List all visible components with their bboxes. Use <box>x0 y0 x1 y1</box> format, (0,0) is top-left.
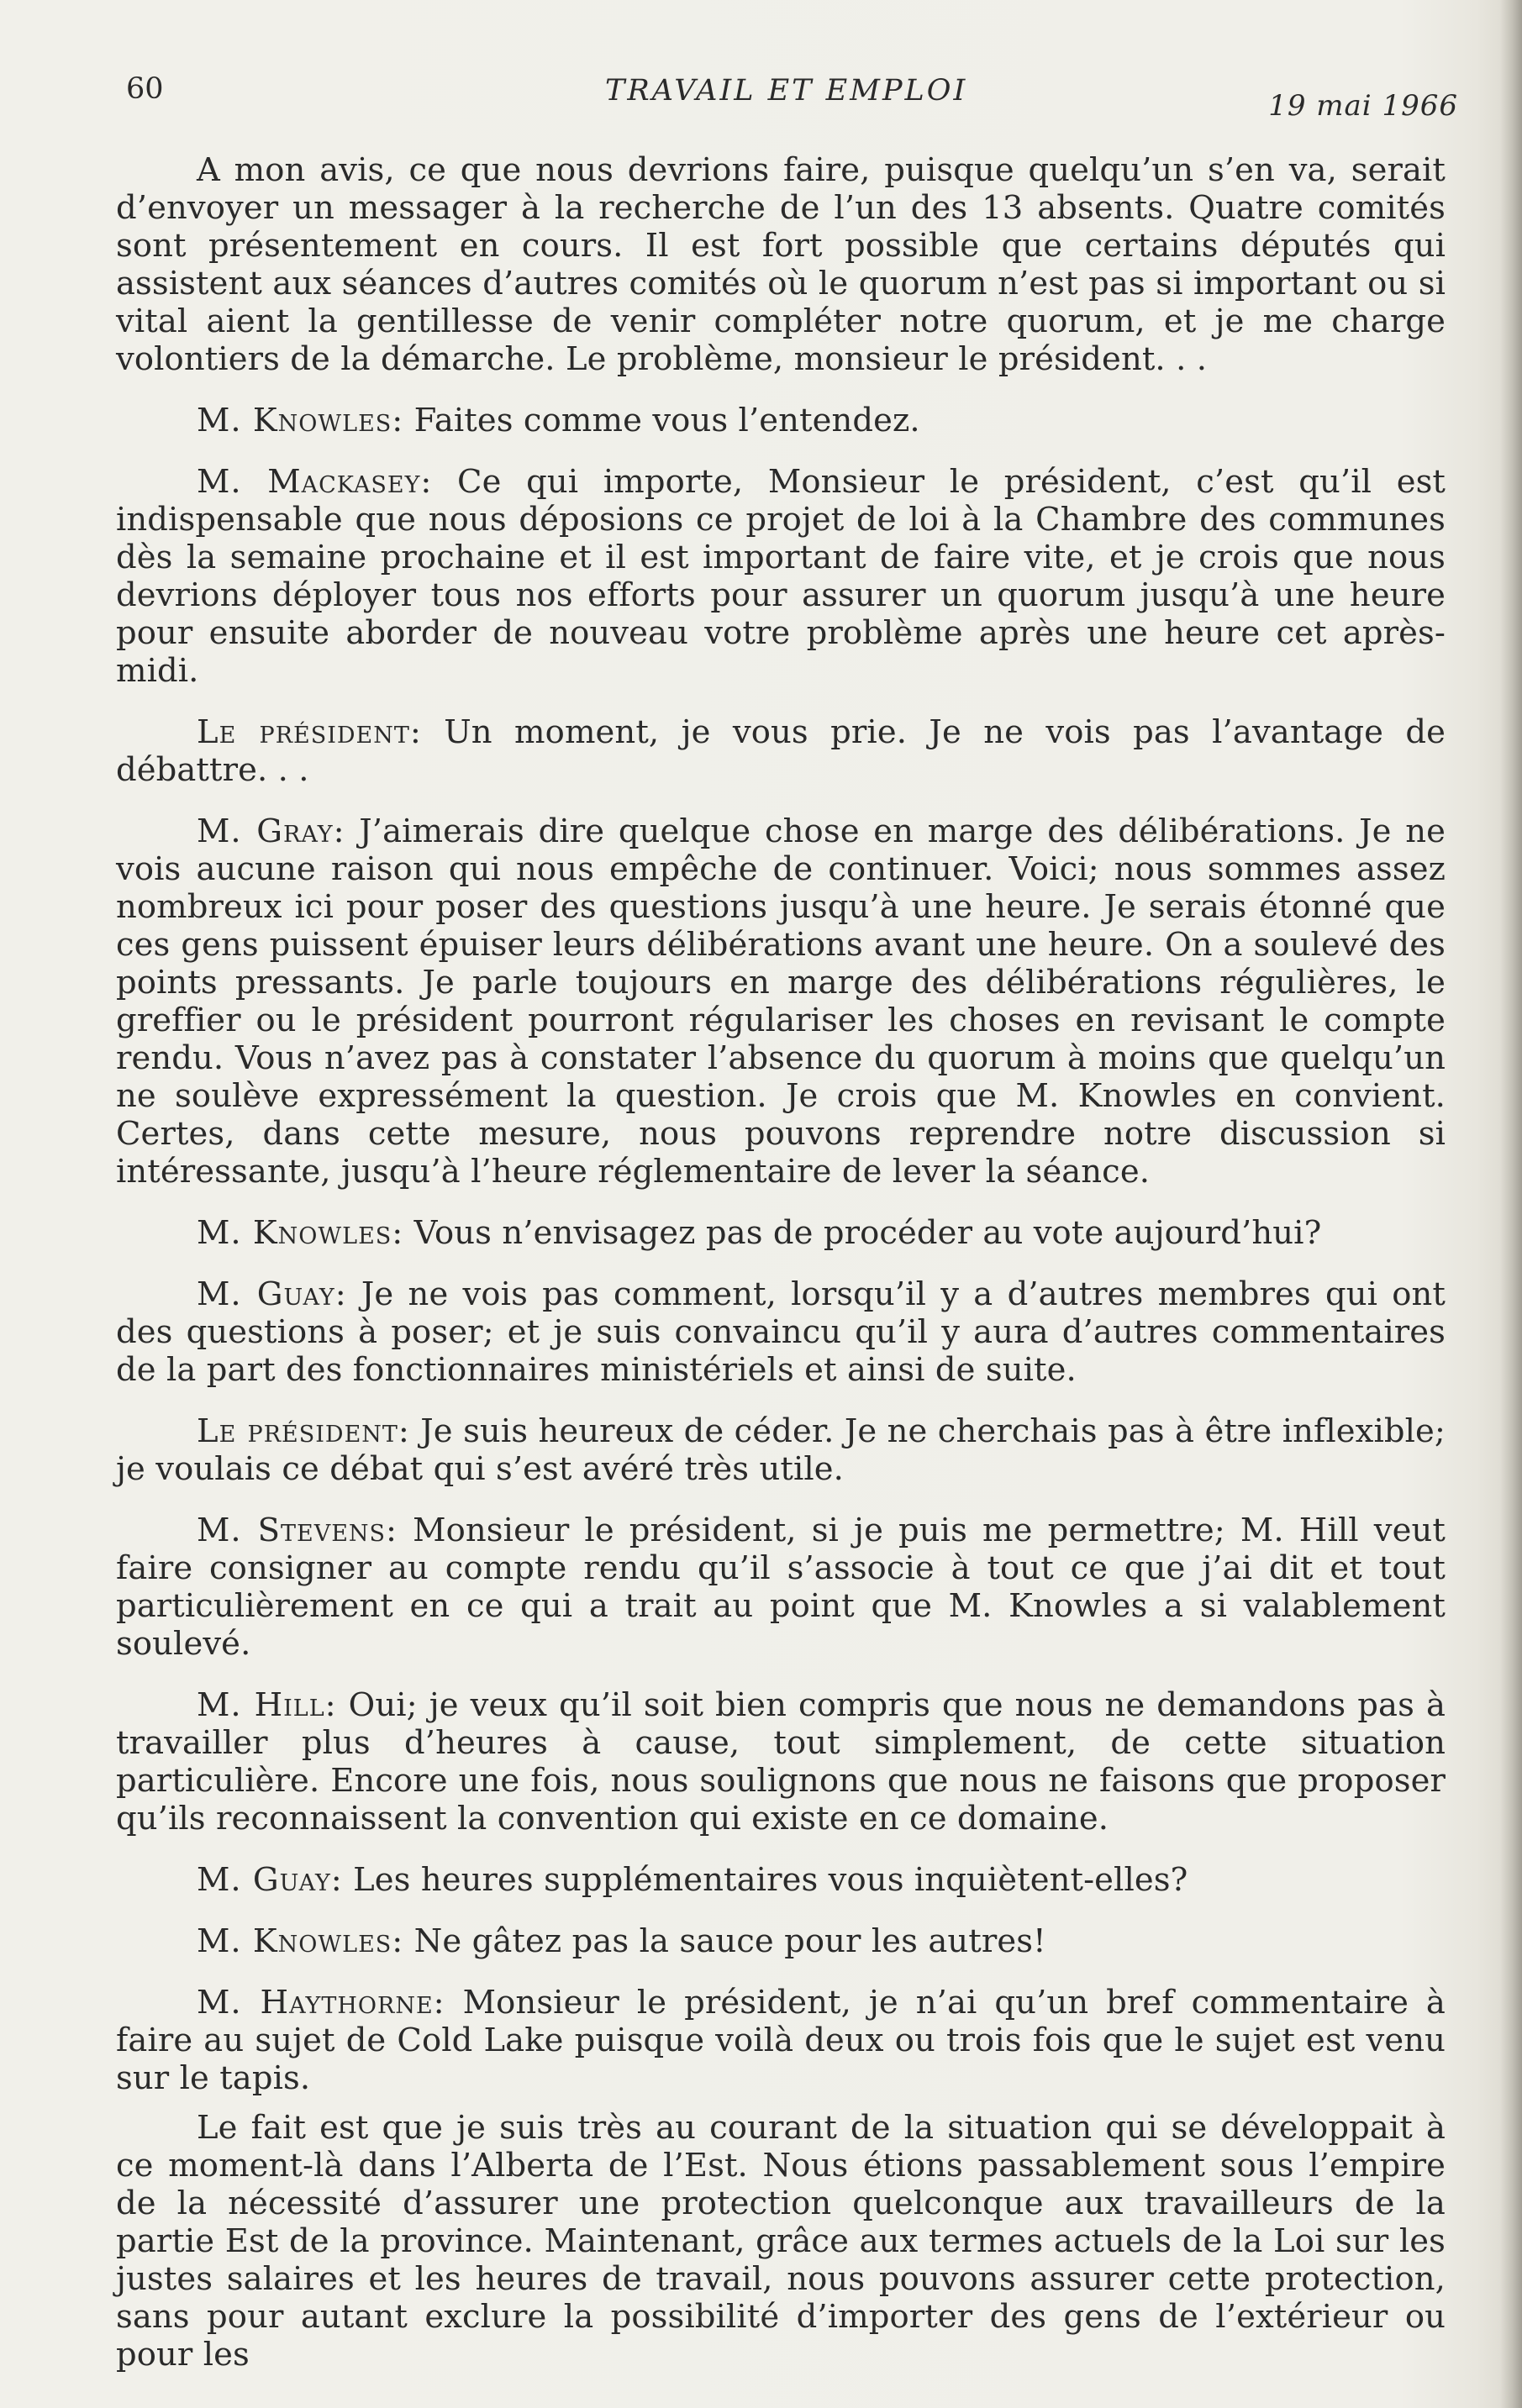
paragraph-text: Ne gâtez pas la sauce pour les autres! <box>403 1922 1046 1960</box>
speaker-label: M. Guay: <box>197 1275 347 1313</box>
speaker-label: M. Haythorne: <box>197 1984 445 2022</box>
paragraph-text: Monsieur le président, si je puis me permettre; M. Hill veut faire consigner au compte rendu qu’il s’associe à tout ce que j’ai dit et tout particulièrement en ce qui a trait au point que M. Knowles a si valablement soulevé. <box>116 1512 1446 1663</box>
paragraph-text: Faites comme vous l’entendez. <box>403 402 920 439</box>
paragraph-text: Je ne vois pas comment, lorsqu’il y a d’autres membres qui ont des questions à poser; et je suis convaincu qu’il y aura d’autres commentaires de la part des fonctionnaires ministériels et ainsi de suite. <box>116 1275 1446 1389</box>
journal-title: TRAVAIL ET EMPLOI <box>605 74 968 108</box>
paragraph-text: Monsieur le président, je n’ai qu’un bref commentaire à faire au sujet de Cold Lake puisque voilà deux ou trois fois que le sujet est venu sur le tapis. <box>116 1984 1446 2097</box>
speaker-label: M. Stevens: <box>197 1512 398 1549</box>
paragraph <box>116 1214 1446 1252</box>
paragraph-text: J’aimerais dire quelque chose en marge des délibérations. Je ne vois aucune raison qui nous empêche de continuer. Voici; nous sommes assez nombreux ici pour poser des questions jusqu’à une heure. Je serais étonné que ces gens puissent épuiser leurs délibérations avant une heure. On a soulevé des points pressants. Je parle toujours en marge des délibérations régulières, le greffier ou le président pourront régulariser les choses en revisant le compte rendu. Vous n’avez pas à constater l’absence du quorum à moins que quelqu’un ne soulève expressément la question. Je crois que M. Knowles en convient. Certes, dans cette mesure, nous pouvons reprendre notre discussion si intéressante, jusqu’à l’heure réglementaire de lever la séance. <box>116 812 1446 1191</box>
paragraph-text: Vous n’envisagez pas de procéder au vote aujourd’hui? <box>403 1214 1322 1252</box>
speaker-label: M. Knowles: <box>197 402 404 439</box>
speaker-label: M. Knowles: <box>197 1922 404 1960</box>
speaker-label: M. Knowles: <box>197 1214 404 1252</box>
speaker-label: Le président: <box>197 1412 410 1450</box>
paragraph <box>116 1922 1446 1960</box>
paragraph <box>116 402 1446 439</box>
paragraph <box>116 2109 1446 2374</box>
paragraph-text: Un moment, je vous prie. Je ne vois pas l’avantage de débattre. . . <box>116 713 1446 789</box>
paragraph <box>116 713 1446 789</box>
running-header <box>126 69 1458 123</box>
page-number: 60 <box>126 72 164 106</box>
paragraph <box>116 1412 1446 1488</box>
speaker-label: M. Hill: <box>197 1686 337 1724</box>
paragraph <box>116 463 1446 690</box>
paragraph-text: Le fait est que je suis très au courant de la situation qui se développait à ce moment-là dans l’Alberta de l’Est. Nous étions passablement sous l’empire de la nécessité d’assurer une protection quelconque aux travailleurs de la partie Est de la province. Maintenant, grâce aux termes actuels de la Loi sur les justes salaires et les heures de travail, nous pouvons assurer cette protection, sans pour autant exclure la possibilité d’importer des gens de l’extérieur ou pour les <box>116 2109 1446 2374</box>
paragraph <box>116 151 1446 378</box>
paragraph-text: Les heures supplémentaires vous inquiètent-elles? <box>342 1861 1188 1899</box>
speaker-label: M. Guay: <box>197 1861 343 1899</box>
paragraph-text: Ce qui importe, Monsieur le président, c’est qu’il est indispensable que nous déposions ce projet de loi à la Chambre des communes dès la semaine prochaine et il est important de faire vite, et je crois que nous devrions déployer tous nos efforts pour assurer un quorum jusqu’à une heure pour ensuite aborder de nouveau votre problème après une heure cet après-midi. <box>116 463 1446 690</box>
paragraph <box>116 812 1446 1191</box>
paragraph-text: Je suis heureux de céder. Je ne cherchais pas à être inflexible; je voulais ce débat qui s’est avéré très utile. <box>116 1412 1446 1488</box>
speaker-label: Le président: <box>197 713 422 751</box>
paragraph-text: Oui; je veux qu’il soit bien compris que nous ne demandons pas à travailler plus d’heures à cause, tout simplement, de cette situation particulière. Encore une fois, nous soulignons que nous ne faisons que proposer qu’ils reconnaissent la convention qui existe en ce domaine. <box>116 1686 1446 1838</box>
paragraph <box>116 1512 1446 1663</box>
paragraph-text: A mon avis, ce que nous devrions faire, puisque quelqu’un s’en va, serait d’envoyer un messager à la recherche de l’un des 13 absents. Quatre comités sont présentement en cours. Il est fort possible que certains députés qui assistent aux séances d’autres comités où le quorum n’est pas si important ou si vital aient la gentillesse de venir compléter notre quorum, et je me charge volontiers de la démarche. Le problème, monsieur le président. . . <box>116 151 1446 378</box>
speaker-label: M. Mackasey: <box>197 463 433 501</box>
issue-date: 19 mai 1966 <box>1268 89 1458 123</box>
paragraph <box>116 1275 1446 1389</box>
paragraph <box>116 1686 1446 1838</box>
speaker-label: M. Gray: <box>197 812 345 850</box>
paragraph <box>116 1984 1446 2097</box>
transcript-body <box>116 151 1446 2397</box>
paragraph <box>116 1861 1446 1899</box>
binding-shadow <box>1500 0 1522 2408</box>
